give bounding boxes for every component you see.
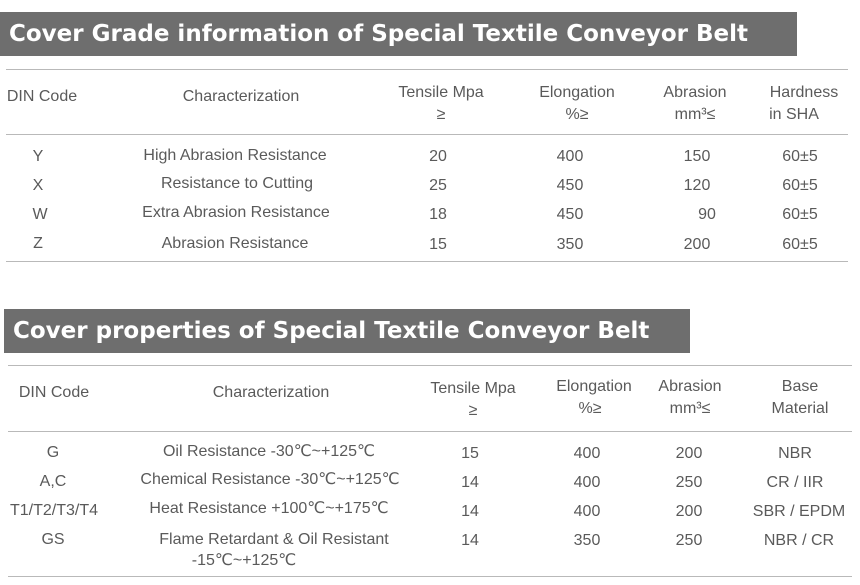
header-abrasion: Abrasion [663, 84, 727, 101]
hardness-cell: 60±5 [782, 206, 818, 223]
abrasion-cell: 200 [675, 445, 703, 462]
abrasion-cell: 150 [683, 148, 711, 165]
header-tensile-sub: ≥ [468, 402, 478, 419]
tensile-cell: 25 [429, 177, 447, 194]
header-abrasion-sub: mm³≤ [669, 400, 711, 417]
abrasion-cell: 250 [675, 532, 703, 549]
hardness-cell: 60±5 [782, 148, 818, 165]
header-elongation: Elongation [556, 378, 632, 395]
characterization-cell: Abrasion Resistance [161, 235, 309, 252]
hardness-cell: 60±5 [782, 177, 818, 194]
abrasion-cell: 200 [675, 503, 703, 520]
tensile-cell: 15 [461, 445, 479, 462]
section2-bottom-rule [8, 576, 852, 577]
abrasion-cell: 120 [683, 177, 711, 194]
header-characterization: Characterization [212, 384, 330, 401]
din-code-cell: A,C [39, 473, 67, 490]
header-elongation-sub: %≥ [565, 106, 589, 123]
characterization-cell: High Abrasion Resistance [143, 147, 327, 164]
section1-bottom-rule [6, 261, 848, 262]
section2-top-rule [8, 365, 852, 366]
characterization-cell-line2: -15℃~+125℃ [191, 552, 297, 569]
characterization-cell: Chemical Resistance -30℃~+125℃ [140, 471, 400, 488]
elongation-cell: 450 [556, 206, 584, 223]
din-code-cell: Z [33, 235, 43, 252]
hardness-cell: 60±5 [782, 236, 818, 253]
header-elongation-sub: %≥ [578, 400, 602, 417]
characterization-cell: Oil Resistance -30℃~+125℃ [162, 443, 376, 460]
abrasion-cell: 200 [683, 236, 711, 253]
tensile-cell: 15 [429, 236, 447, 253]
din-code-cell: G [46, 444, 60, 461]
elongation-cell: 350 [556, 236, 584, 253]
header-abrasion: Abrasion [658, 378, 722, 395]
tensile-cell: 14 [461, 474, 479, 491]
header-tensile: Tensile Mpa [430, 380, 516, 397]
header-abrasion-sub: mm³≤ [674, 106, 716, 123]
tensile-cell: 14 [461, 503, 479, 520]
tensile-cell: 18 [429, 206, 447, 223]
header-characterization: Characterization [182, 88, 300, 105]
section1-title: Cover Grade information of Special Textile Conveyor Belt [0, 12, 797, 56]
elongation-cell: 450 [556, 177, 584, 194]
header-din-code: DIN Code [18, 384, 90, 401]
section2-title: Cover properties of Special Textile Conveyor Belt [4, 309, 690, 353]
abrasion-cell: 90 [698, 206, 716, 223]
base-material-cell: NBR [778, 445, 812, 462]
section1-header-rule [6, 134, 848, 135]
characterization-cell: Extra Abrasion Resistance [142, 204, 330, 221]
base-material-cell: SBR / EPDM [752, 503, 846, 520]
elongation-cell: 400 [573, 503, 601, 520]
header-tensile: Tensile Mpa [398, 84, 484, 101]
din-code-cell: X [32, 177, 44, 194]
tensile-cell: 14 [461, 532, 479, 549]
din-code-cell: W [32, 206, 48, 223]
header-din-code: DIN Code [6, 88, 78, 105]
elongation-cell: 400 [573, 474, 601, 491]
header-base: Base [781, 378, 819, 395]
base-material-cell: NBR / CR [763, 532, 835, 549]
characterization-cell: Resistance to Cutting [160, 175, 314, 192]
din-code-cell: T1/T2/T3/T4 [9, 502, 99, 519]
elongation-cell: 400 [573, 445, 601, 462]
section2-header-rule [8, 431, 852, 432]
din-code-cell: Y [32, 148, 44, 165]
elongation-cell: 350 [573, 532, 601, 549]
elongation-cell: 400 [556, 148, 584, 165]
din-code-cell: GS [41, 531, 65, 548]
header-hardness-sub: in SHA [769, 106, 819, 123]
base-material-cell: CR / IIR [766, 474, 824, 491]
header-elongation: Elongation [539, 84, 615, 101]
header-tensile-sub: ≥ [436, 106, 446, 123]
header-hardness: Hardness [769, 84, 839, 101]
abrasion-cell: 250 [675, 474, 703, 491]
characterization-cell: Heat Resistance +100℃~+175℃ [149, 500, 389, 517]
tensile-cell: 20 [429, 148, 447, 165]
characterization-cell: Flame Retardant & Oil Resistant [159, 531, 389, 548]
section1-top-rule [6, 69, 848, 70]
header-base-sub: Material [771, 400, 829, 417]
